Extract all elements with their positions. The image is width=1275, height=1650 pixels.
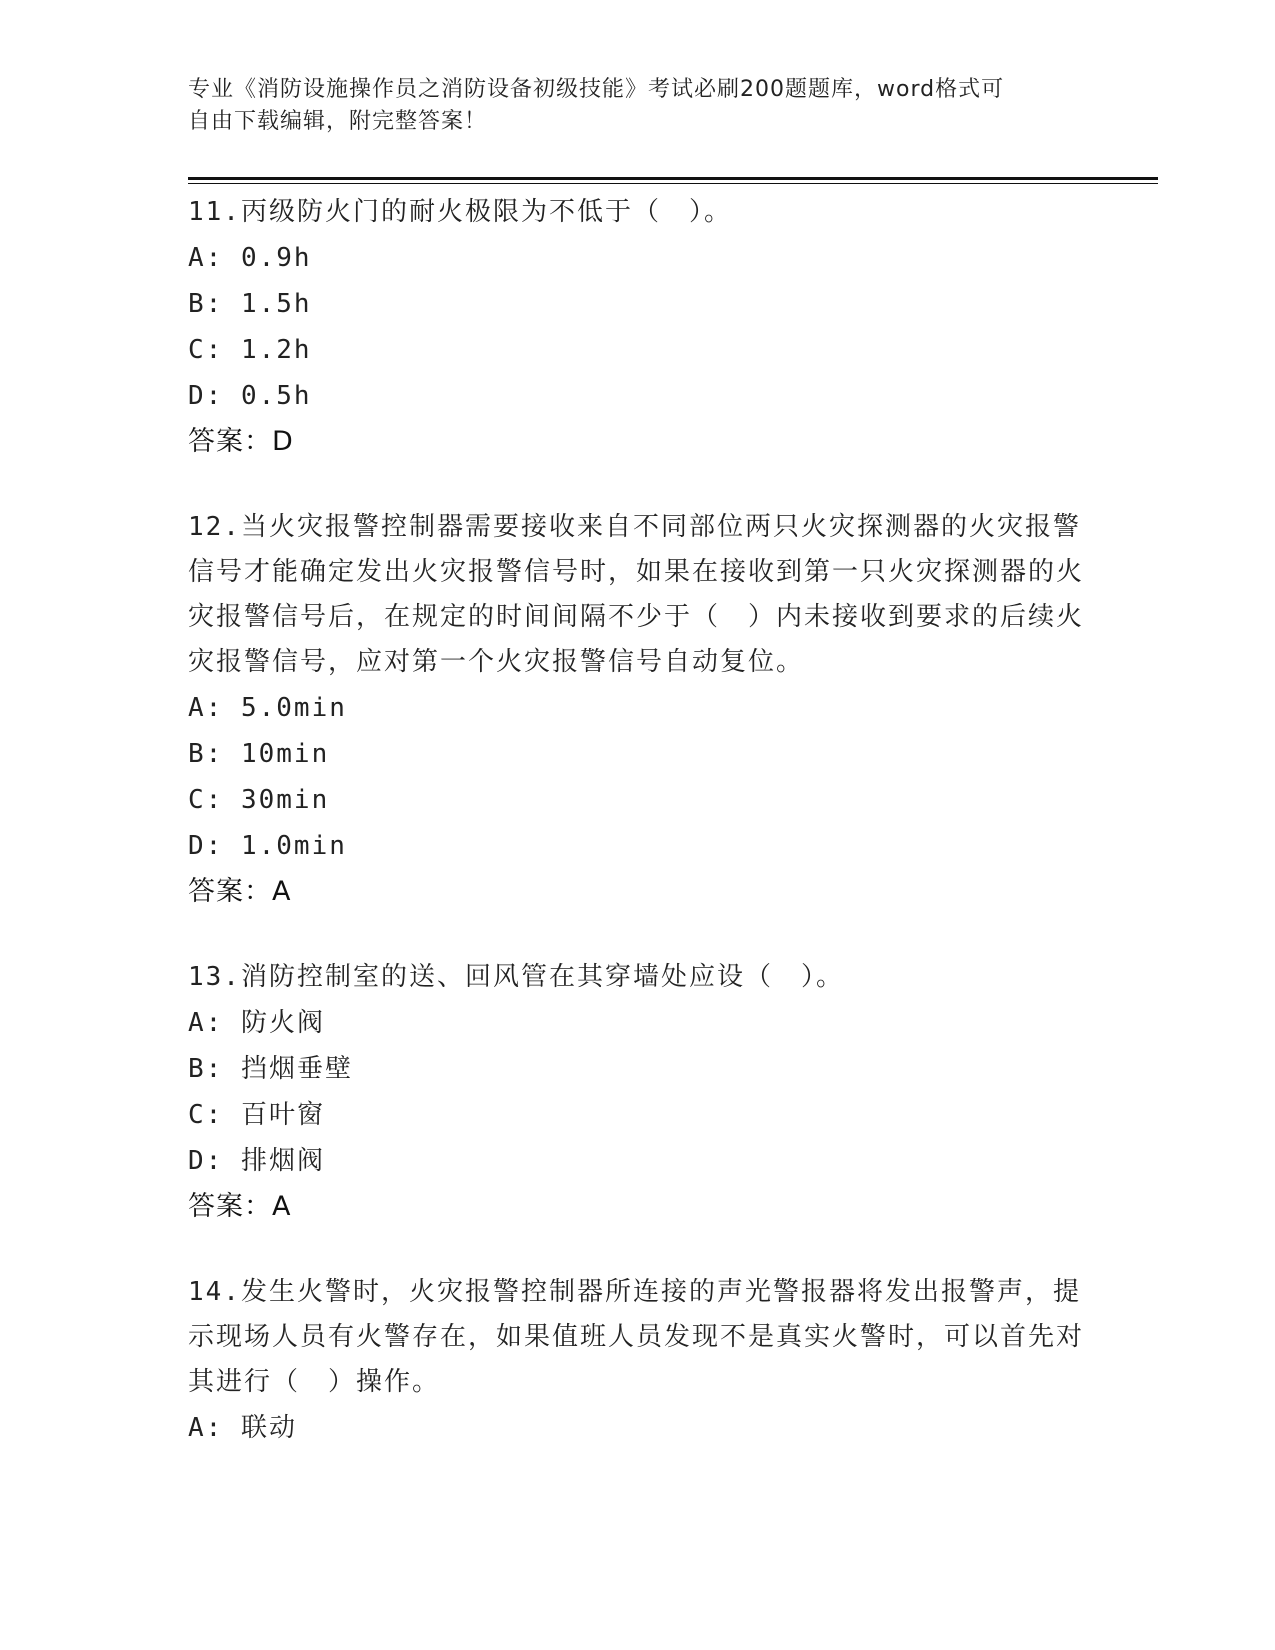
option-a: A: 防火阀 [188,1008,325,1038]
answer: 答案：A [188,876,292,907]
option-c: C: 30min [188,785,330,815]
option-d: D: 0.5h [188,381,312,411]
header-rule-thick [188,177,1158,180]
option-d: D: 排烟阀 [188,1146,325,1176]
header-rule-thin [188,183,1158,184]
answer: 答案：A [188,1191,292,1222]
header-line-2: 自由下载编辑，附完整答案！ [188,109,488,134]
question-text: 11.丙级防火门的耐火极限为不低于（ ）。 [188,197,732,227]
answer: 答案：D [188,426,294,457]
question-text: 13.消防控制室的送、回风管在其穿墙处应设（ ）。 [188,962,844,992]
question-11 [188,190,1088,465]
option-b: B: 1.5h [188,289,312,319]
question-text: 14.发生火警时，火灾报警控制器所连接的声光警报器将发出报警声，提示现场人员有火警存在，如果值班人员发现不是真实火警时，可以首先对其进行（ ）操作。 [188,1277,1085,1397]
option-c: C: 百叶窗 [188,1100,325,1130]
option-b: B: 挡烟垂壁 [188,1054,353,1084]
question-text: 12.当火灾报警控制器需要接收来自不同部位两只火灾探测器的火灾报警信号才能确定发出火灾报警信号时，如果在接收到第一只火灾探测器的火灾报警信号后，在规定的时间间隔不少于（ ）内未接收到要求的后续火灾报警信号，应对第一个火灾报警信号自动复位。 [188,512,1085,677]
option-a: A: 5.0min [188,693,347,723]
question-13 [188,955,1088,1230]
question-12 [188,505,1088,915]
option-d: D: 1.0min [188,831,347,861]
option-a: A: 0.9h [188,243,312,273]
question-14 [188,1270,1088,1451]
option-b: B: 10min [188,739,330,769]
option-a: A: 联动 [188,1413,297,1443]
question-list [188,190,1088,1491]
document-header [188,74,1068,138]
option-c: C: 1.2h [188,335,312,365]
header-line-1: 专业《消防设施操作员之消防设备初级技能》考试必刷200题题库，word格式可 [188,77,1005,102]
